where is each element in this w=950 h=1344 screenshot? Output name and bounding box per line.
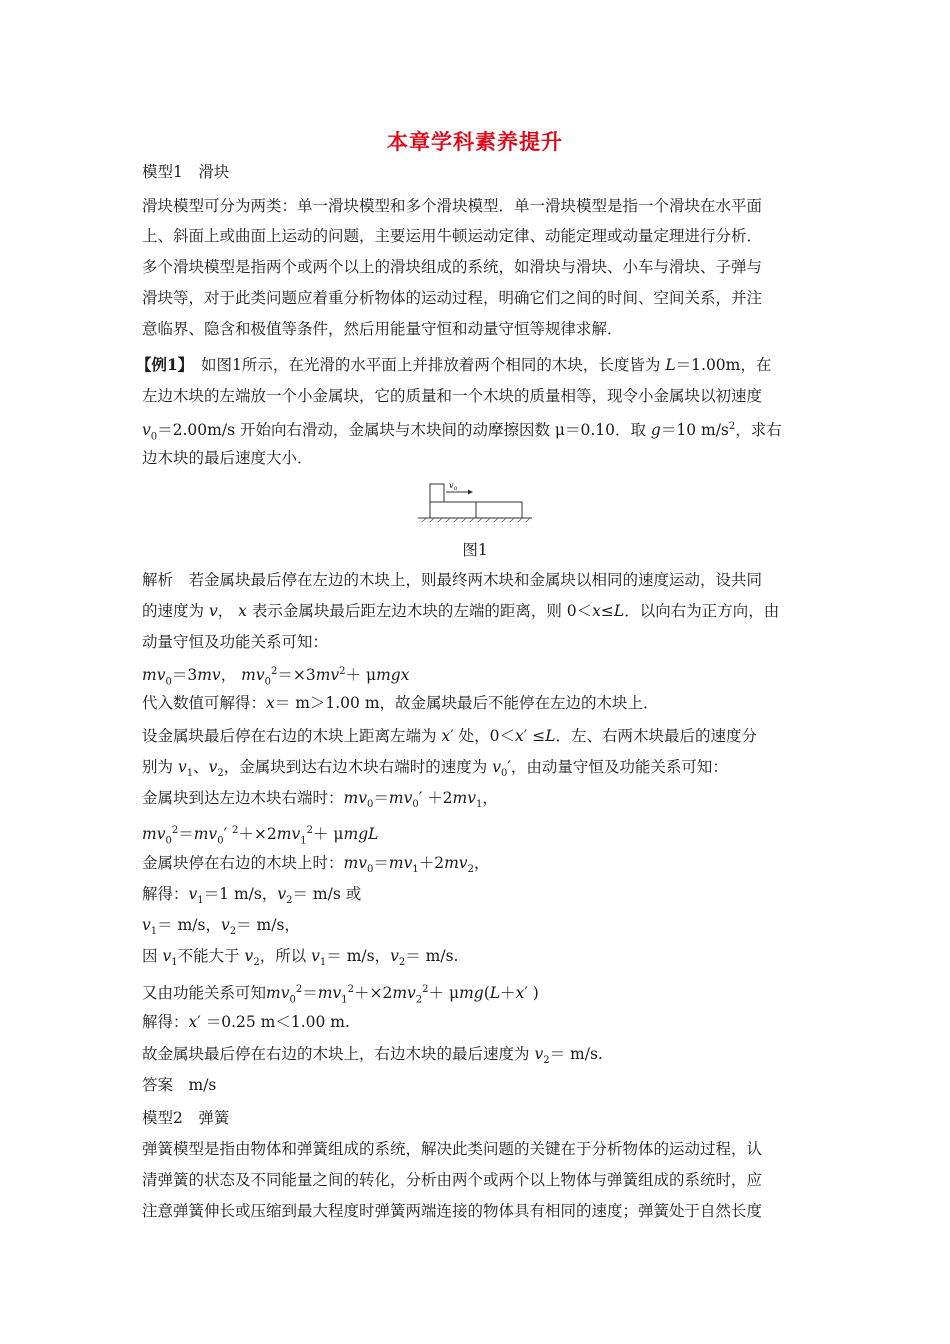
solution-line-3: 动量守恒及功能关系可知：: [142, 633, 329, 651]
model1-intro-line-4: 滑块等，对于此类问题应着重分析物体的运动过程，明确它们之间的时间、空间关系，并注: [142, 289, 763, 307]
solution-eq-2: $mv_0^2=mv_0'$ $^2+\times 2mv_1^2+ \mu mgL$: [142, 825, 379, 847]
solution-line-16: 故金属块最后停在右边的木块上，右边木块的最后速度为 $v_2= m/s$.: [142, 1045, 603, 1067]
solution-line-5: 代入数值可解得：x＝ m＞1.00 m，故金属块最后不能停在左边的木块上．: [142, 694, 659, 712]
figure-1-diagram: [416, 478, 534, 522]
model1-intro-line-1: 滑块模型可分为两类：单一滑块模型和多个滑块模型．单一滑块模型是指一个滑块在水平面: [142, 197, 763, 215]
right-wood-block: [476, 502, 522, 518]
example-label: 【例1】: [136, 355, 186, 374]
example1-line-3: $v_0=2.00m/s$ 开始向右滑动，金属块与木块间的动摩擦因数 μ＝0.10．取 g＝10 $m/s^2$，求右: [142, 421, 782, 443]
example1-line-1: 【例1】 如图1所示，在光滑的水平面上并排放着两个相同的木块，长度皆为 L＝1.00m，在: [136, 355, 772, 374]
solution-line-7: 别为 $v_1$、$v_2$，金属块到达右边木块右端时的速度为 $v_0'$，由动量守恒及功能关系可知：: [142, 758, 728, 780]
solution-line-2: 的速度为 v， x 表示金属块最后距左边木块的左端的距离，则 0＜x≤L．以向右为正方向，由: [142, 602, 780, 620]
solution-line-15: 解得：x′ ＝0.25 m＜1.00 m.: [142, 1013, 350, 1031]
solution-line-12: $v_1= m/s$，$v_2= m/s$，: [142, 916, 300, 938]
metal-block: [430, 484, 444, 502]
solution-line-6: 设金属块最后停在右边的木块上距离左端为 x′ 处，0＜x′ ≤L．左、右两木块最后的速度分: [142, 727, 758, 745]
velocity-arrow-head: [468, 490, 473, 495]
solution-line-10: 金属块停在右边的木块上时：$mv_0=mv_1+2mv_2$，: [142, 854, 490, 876]
model1-intro-line-3: 多个滑块模型是指两个或两个以上的滑块组成的系统，如滑块与滑块、小车与滑块、子弹与: [142, 258, 763, 276]
example1-line-4: 边木块的最后速度大小．: [142, 449, 313, 467]
model2-intro-line-2: 清弹簧的状态及不同能量之间的转化，分析由两个或两个以上物体与弹簧组成的系统时，应: [142, 1171, 763, 1189]
model1-heading: 模型1 滑块: [142, 163, 230, 181]
solution-line-11: 解得：$v_1=1$ m/s，$v_2= m/s$ 或: [142, 885, 362, 907]
solution-line-13: 因 $v_1$不能大于 $v_2$，所以 $v_1= m/s$，$v_2= m/s$.: [142, 947, 459, 969]
left-wood-block: [430, 502, 476, 518]
ground-hatching: [422, 518, 530, 522]
example1-line-2: 左边木块的左端放一个小金属块，它的质量和一个木块的质量相等，现令小金属块以初速度: [142, 387, 763, 405]
page-title: 本章学科素养提升: [387, 130, 563, 154]
solution-line-1: 解析 若金属块最后停在左边的木块上，则最终两木块和金属块以相同的速度运动，设共同: [142, 571, 763, 589]
model2-intro-line-3: 注意弹簧伸长或压缩到最大程度时弹簧两端连接的物体具有相同的速度；弹簧处于自然长度: [142, 1202, 763, 1220]
model1-intro-line-5: 意临界、隐含和极值等条件，然后用能量守恒和动量守恒等规律求解．: [142, 320, 623, 338]
model1-intro-line-2: 上、斜面上或曲面上运动的问题，主要运用牛顿运动定律、动能定理或动量定理进行分析．: [142, 227, 763, 245]
figure-caption: 图1: [462, 541, 488, 559]
solution-line-8: 金属块到达左边木块右端时：$mv_0=mv_0' +2mv_1$，: [142, 789, 498, 811]
solution-line-14: 又由功能关系可知$mv_0^2=mv_1^2+\times 2mv_2^2+ \mu mg(L+x'$ ): [142, 984, 539, 1006]
svg-text:0: 0: [454, 486, 458, 492]
model2-heading: 模型2 弹簧: [142, 1109, 230, 1127]
model2-intro-line-1: 弹簧模型是指由物体和弹簧组成的系统，解决此类问题的关键在于分析物体的运动过程，认: [142, 1140, 763, 1158]
solution-eq-1: $mv_0=3mv$， $mv_0^2=\times 3mv^2+ \mu mgx$: [142, 666, 410, 688]
velocity-label: v: [449, 481, 454, 490]
answer-line: 答案 m/s: [142, 1076, 217, 1094]
